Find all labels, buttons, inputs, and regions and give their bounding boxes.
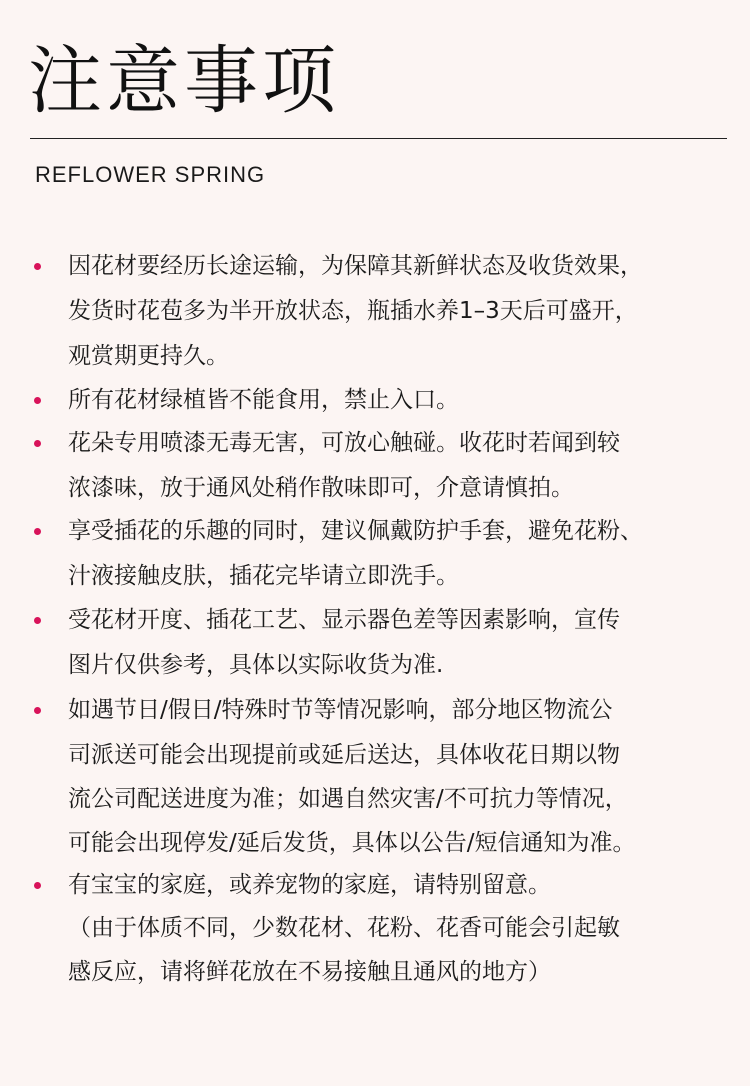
note-line: 有宝宝的家庭，或养宠物的家庭，请特别留意。 <box>68 872 551 898</box>
note-line: 花朵专用喷漆无毒无害，可放心触碰。收花时若闻到较 <box>68 430 620 456</box>
brand-subtitle: REFLOWER SPRING <box>35 162 266 187</box>
bullet-dot-icon <box>34 263 41 270</box>
note-line: 如遇节日/假日/特殊时节等情况影响，部分地区物流公 <box>68 697 613 723</box>
note-line: 汁液接触皮肤，插花完毕请立即洗手。 <box>68 563 459 589</box>
bullet-dot-icon <box>34 397 41 404</box>
note-line: 浓漆味，放于通风处稍作散味即可，介意请慎拍。 <box>68 475 574 501</box>
note-line: （由于体质不同，少数花材、花粉、花香可能会引起敏 <box>68 915 620 941</box>
note-line: 享受插花的乐趣的同时，建议佩戴防护手套，避免花粉、 <box>68 518 643 544</box>
bullet-dot-icon <box>34 528 41 535</box>
bullet-dot-icon <box>34 707 41 714</box>
note-line: 感反应，请将鲜花放在不易接触且通风的地方） <box>68 959 551 985</box>
note-line: 因花材要经历长途运输，为保障其新鲜状态及收货效果， <box>68 253 643 279</box>
note-line: 流公司配送进度为准；如遇自然灾害/不可抗力等情况， <box>68 786 628 812</box>
bullet-dot-icon <box>34 882 41 889</box>
bullet-dot-icon <box>34 617 41 624</box>
note-line: 观赏期更持久。 <box>68 343 229 369</box>
note-line: 受花材开度、插花工艺、显示器色差等因素影响，宣传 <box>68 607 620 633</box>
page-title: 注意事项 <box>28 38 340 124</box>
note-line: 所有花材绿植皆不能食用，禁止入口。 <box>68 387 459 413</box>
note-line: 司派送可能会出现提前或延后送达，具体收花日期以物 <box>68 742 620 768</box>
note-line: 发货时花苞多为半开放状态，瓶插水养1–3天后可盛开， <box>68 298 638 324</box>
bullet-dot-icon <box>34 440 41 447</box>
note-line: 图片仅供参考，具体以实际收货为准. <box>68 652 444 678</box>
note-line: 可能会出现停发/延后发货，具体以公告/短信通知为准。 <box>68 830 636 856</box>
